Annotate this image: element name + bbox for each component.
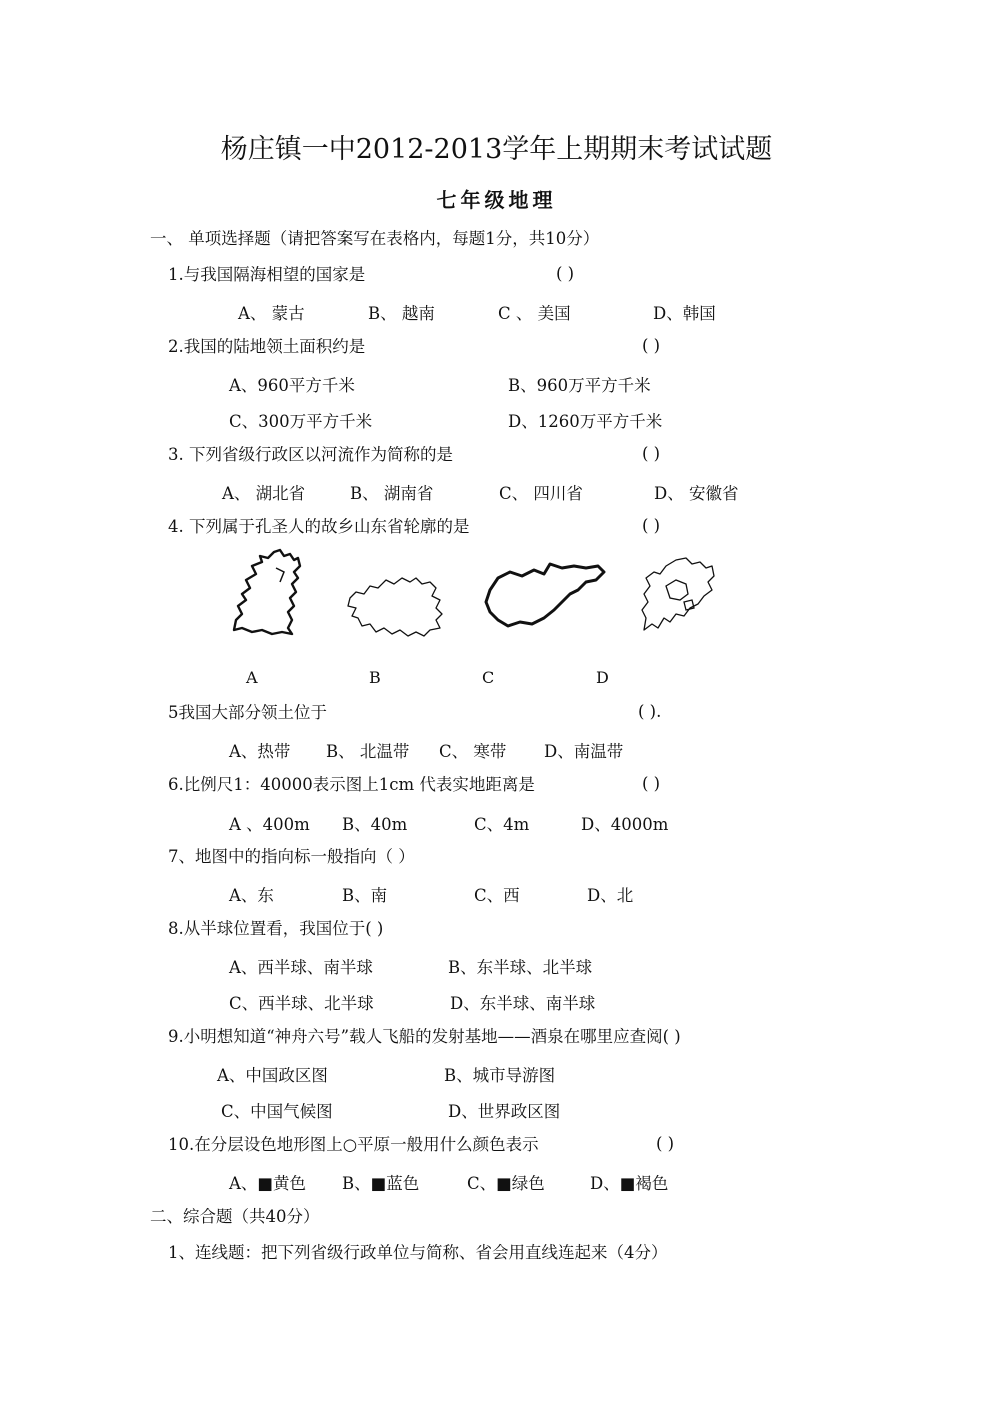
question-6-answer-bracket[interactable]: ( ) [642, 774, 661, 793]
map-label-a[interactable]: A [246, 668, 258, 687]
q7-option-a[interactable]: A、东 [229, 886, 274, 905]
q5-option-c[interactable]: C、 寒带 [439, 742, 507, 761]
shanxi-outline-icon[interactable] [228, 548, 308, 638]
question-3-answer-bracket[interactable]: ( ) [642, 444, 661, 463]
q9-option-a[interactable]: A、中国政区图 [217, 1066, 328, 1085]
hebei-outline-icon[interactable] [636, 556, 720, 638]
q3-option-d[interactable]: D、 安徽省 [654, 484, 739, 503]
q1-option-b[interactable]: B、 越南 [368, 304, 435, 323]
q10-option-d[interactable]: D、■褐色 [590, 1174, 669, 1193]
section-2-question-1: 1、连线题：把下列省级行政单位与简称、省会用直线连起来（4分） [168, 1243, 668, 1262]
q2-option-a[interactable]: A、960平方千米 [229, 376, 355, 395]
q6-option-b[interactable]: B、40m [342, 815, 408, 834]
q3-option-b[interactable]: B、 湖南省 [350, 484, 434, 503]
question-10-text: 10.在分层设色地形图上○平原一般用什么颜色表示 [168, 1135, 539, 1154]
question-1-answer-bracket[interactable]: ( ) [556, 264, 575, 283]
q9-option-d[interactable]: D、世界政区图 [448, 1102, 561, 1121]
question-10-answer-bracket[interactable]: ( ) [656, 1134, 675, 1153]
question-9-text: 9.小明想知道“神舟六号”载人飞船的发射基地——酒泉在哪里应查阅( ) [168, 1027, 681, 1046]
q7-option-d[interactable]: D、北 [587, 886, 634, 905]
question-1-text: 1.与我国隔海相望的国家是 [168, 265, 366, 284]
q3-option-a[interactable]: A、 湖北省 [222, 484, 306, 503]
section-2-heading: 二、综合题（共40分） [150, 1207, 320, 1226]
q8-option-b[interactable]: B、东半球、北半球 [448, 958, 593, 977]
shandong-outline-icon[interactable] [482, 560, 608, 630]
q7-option-c[interactable]: C、西 [474, 886, 520, 905]
q7-option-b[interactable]: B、南 [342, 886, 388, 905]
q6-option-a[interactable]: A 、400m [229, 815, 310, 834]
q1-option-a[interactable]: A、 蒙古 [238, 304, 305, 323]
q8-option-a[interactable]: A、西半球、南半球 [229, 958, 373, 977]
q1-option-c[interactable]: C 、 美国 [498, 304, 571, 323]
question-7-text: 7、地图中的指向标一般指向（ ） [168, 847, 415, 866]
q10-option-a[interactable]: A、■黄色 [229, 1174, 307, 1193]
q10-option-c[interactable]: C、■绿色 [467, 1174, 545, 1193]
q1-option-d[interactable]: D、韩国 [653, 304, 716, 323]
q9-option-c[interactable]: C、中国气候图 [221, 1102, 333, 1121]
question-5-answer-bracket[interactable]: ( ). [638, 702, 662, 721]
q3-option-c[interactable]: C、 四川省 [499, 484, 583, 503]
guangxi-outline-icon[interactable] [342, 574, 448, 640]
q6-option-c[interactable]: C、4m [474, 815, 530, 834]
section-1-heading: 一、 单项选择题（请把答案写在表格内，每题1分，共10分） [150, 229, 600, 248]
question-4-answer-bracket[interactable]: ( ) [642, 516, 661, 535]
q6-option-d[interactable]: D、4000m [581, 815, 669, 834]
map-label-d[interactable]: D [596, 668, 609, 687]
map-label-b[interactable]: B [369, 668, 381, 687]
q5-option-d[interactable]: D、南温带 [544, 742, 624, 761]
q5-option-a[interactable]: A、热带 [229, 742, 291, 761]
q9-option-b[interactable]: B、城市导游图 [444, 1066, 556, 1085]
q2-option-b[interactable]: B、960万平方千米 [508, 376, 651, 395]
page-title: 杨庄镇一中2012-2013学年上期期末考试试题 [220, 134, 773, 165]
q8-option-c[interactable]: C、西半球、北半球 [229, 994, 374, 1013]
question-3-text: 3. 下列省级行政区以河流作为简称的是 [168, 445, 453, 464]
q2-option-c[interactable]: C、300万平方千米 [229, 412, 373, 431]
map-label-c[interactable]: C [482, 668, 495, 687]
question-4-text: 4. 下列属于孔圣人的故乡山东省轮廓的是 [168, 517, 470, 536]
q10-option-b[interactable]: B、■蓝色 [342, 1174, 420, 1193]
q8-option-d[interactable]: D、东半球、南半球 [450, 994, 596, 1013]
q5-option-b[interactable]: B、 北温带 [326, 742, 410, 761]
question-6-text: 6.比例尺1：40000表示图上1cm 代表实地距离是 [168, 775, 535, 794]
question-2-answer-bracket[interactable]: ( ) [642, 336, 661, 355]
q2-option-d[interactable]: D、1260万平方千米 [508, 412, 663, 431]
question-8-text: 8.从半球位置看，我国位于( ) [168, 919, 384, 938]
question-2-text: 2.我国的陆地领土面积约是 [168, 337, 366, 356]
page-subtitle: 七年级地理 [436, 188, 557, 212]
question-5-text: 5我国大部分领土位于 [168, 703, 327, 722]
